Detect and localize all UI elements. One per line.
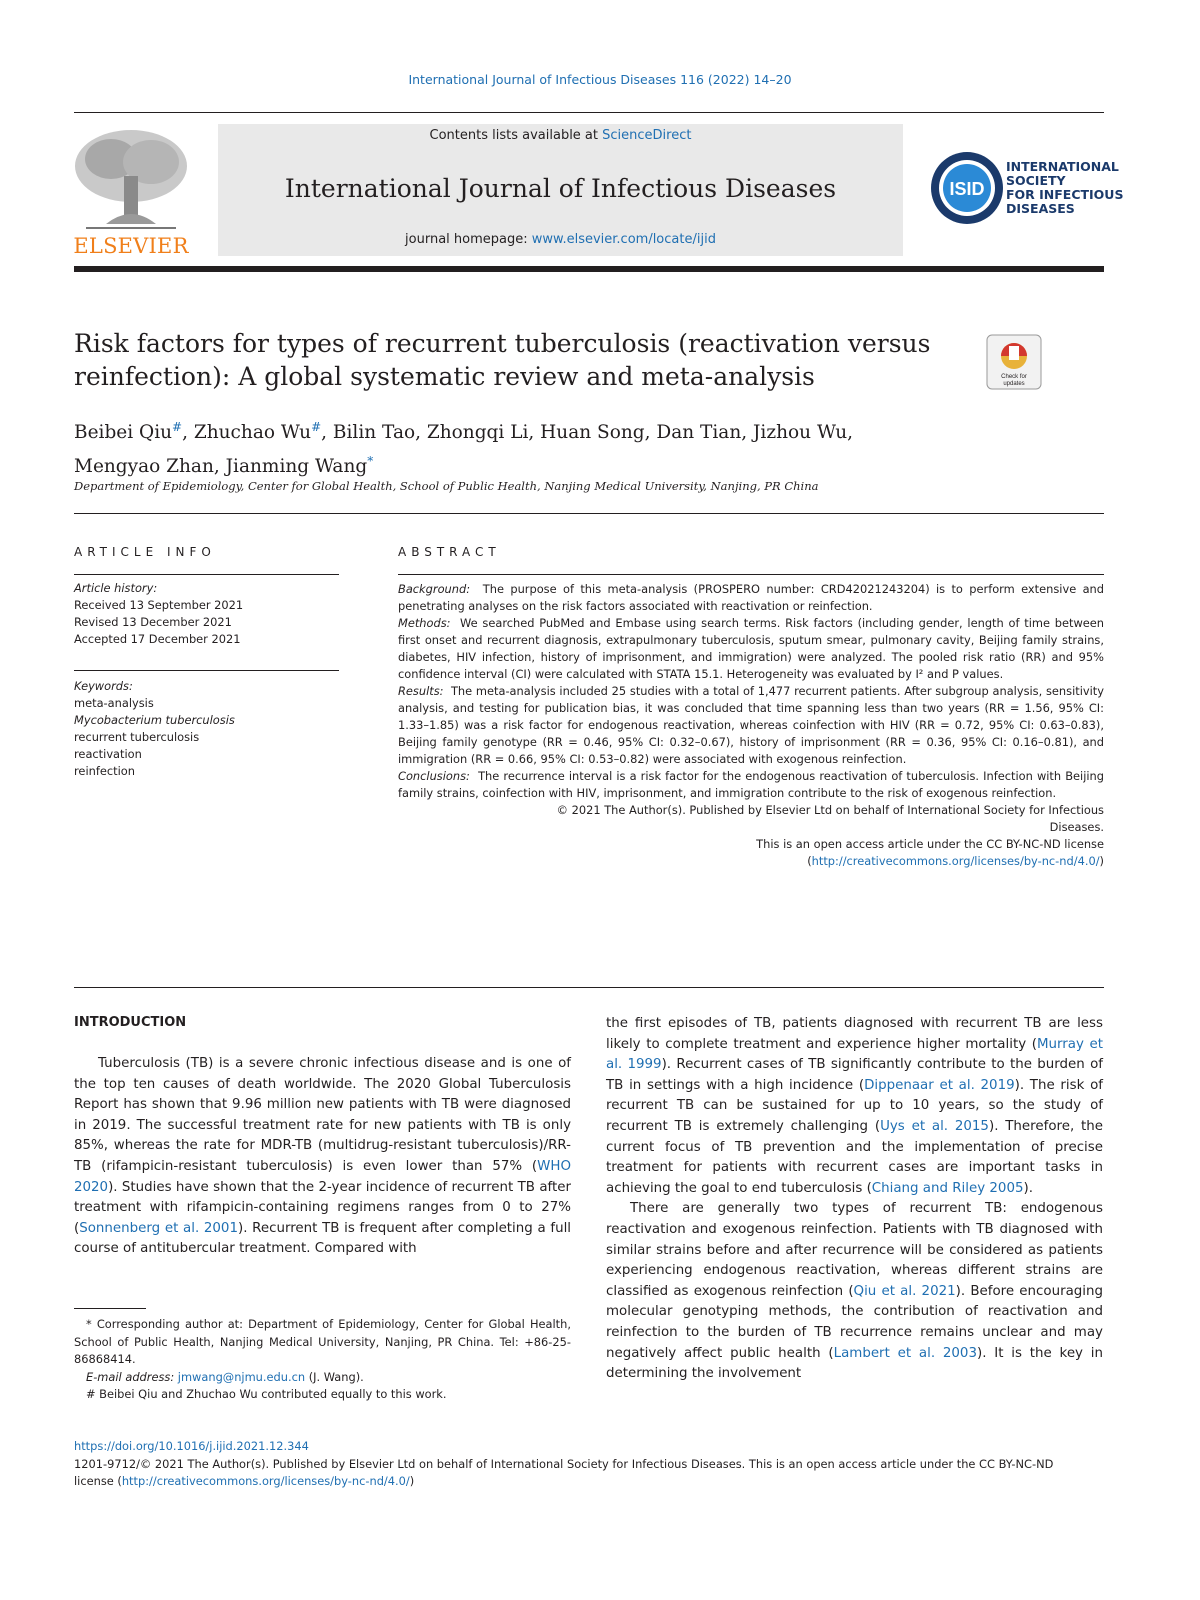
abstract-background bbox=[398, 581, 1104, 615]
footnotes bbox=[74, 1316, 571, 1404]
body-column-left bbox=[74, 1054, 571, 1260]
license-link-line: (http://creativecommons.org/licenses/by-nc-nd/4.0/) bbox=[807, 854, 1104, 868]
abstract-heading: ABSTRACT bbox=[398, 545, 501, 559]
citation-link[interactable]: Lambert et al. 2003 bbox=[833, 1345, 977, 1361]
introduction-heading: INTRODUCTION bbox=[74, 1015, 187, 1030]
author-list bbox=[74, 413, 974, 481]
keyword: recurrent tuberculosis bbox=[74, 730, 200, 744]
intro-paragraph-1 bbox=[74, 1054, 571, 1260]
check-for-updates-badge[interactable] bbox=[986, 334, 1042, 390]
methods-text: We searched PubMed and Embase using search terms. Risk factors (including gender, length of time between first onset and recurrent diagnosis, extrapulmonary tuberculosis, sputum smear, pulmonary cavity, Beijing family strains, diabetes, HIV infection, history of imprisonment, and immigration) were analyzed. The pooled risk ratio (RR) and 95% confidence interval (CI) were calculated with STATA 15.1. Heterogeneity was evaluated by I² and P values. bbox=[398, 616, 1104, 681]
author-name: Huan Song bbox=[540, 422, 645, 444]
citation-link[interactable]: Murray et al. 1999 bbox=[606, 1036, 1103, 1073]
footnote-text: Beibei Qiu and Zhuchao Wu contributed equally to this work. bbox=[99, 1387, 447, 1401]
citation-link[interactable]: Chiang and Riley 2005 bbox=[871, 1180, 1024, 1196]
citation-link[interactable]: Uys et al. 2015 bbox=[880, 1118, 989, 1134]
history-accepted: Accepted 17 December 2021 bbox=[74, 632, 241, 646]
banner-thick-rule bbox=[74, 266, 1104, 272]
author-name: Zhongqi Li bbox=[426, 422, 529, 444]
running-head[interactable]: International Journal of Infectious Diseases 116 (2022) 14–20 bbox=[408, 72, 792, 87]
isid-society-name bbox=[1006, 160, 1123, 216]
background-text: The purpose of this meta-analysis (PROSPERO number: CRD42021243204) is to perform extensive and penetrating analyses on the risk factors associated with reactivation or reinfection. bbox=[398, 582, 1105, 613]
homepage-prefix: journal homepage: bbox=[405, 232, 532, 247]
text-run: Tuberculosis (TB) is a severe chronic infectious disease and is one of the top ten causes of death worldwide. The 2020 Global Tuberculosis Report has shown that 9.96 million new patients with TB were diagnosed in 2019. The successful treatment rate for new patients with TB is only 85%, whereas the rate for MDR-TB (multidrug-resistant tuberculosis)/RR-TB (rifampicin-resistant tuberculosis) is even lower than 57% ( bbox=[74, 1056, 571, 1174]
footnote-text: Corresponding author at: Department of Epidemiology, Center for Global Health, School of Public Health, Nanjing Medical University, Nanjing, PR China. Tel: +86-25-86868414. bbox=[74, 1317, 571, 1366]
license-line: This is an open access article under the CC BY-NC-ND license bbox=[756, 837, 1104, 851]
history-label: Article history: bbox=[74, 581, 158, 595]
footer-license-link[interactable]: http://creativecommons.org/licenses/by-nc-nd/4.0/ bbox=[121, 1474, 410, 1488]
abstract-conclusions bbox=[398, 768, 1104, 802]
abstract-body bbox=[398, 581, 1104, 870]
text-run: ). Recurrent TB is frequent after completing a full course of antitubercular treatment. Compared with bbox=[74, 1220, 572, 1257]
journal-banner bbox=[218, 124, 903, 256]
intro-paragraph-2 bbox=[606, 1199, 1103, 1384]
doi-link[interactable]: https://doi.org/10.1016/j.ijid.2021.12.344 bbox=[74, 1439, 309, 1453]
copyright-line-2: Diseases. bbox=[1049, 820, 1104, 834]
author-name: Bilin Tao bbox=[332, 422, 416, 444]
conclusions-label: Conclusions: bbox=[398, 769, 470, 783]
title-rule bbox=[74, 513, 1104, 514]
contents-prefix: Contents lists available at bbox=[429, 128, 603, 143]
elsevier-wordmark: ELSEVIER bbox=[73, 234, 189, 258]
text-run: ). Before encouraging molecular genotyping methods, the contribution of reactivation and reinfection to the burden of TB recurrence remains unclear and may negatively affect public health ( bbox=[606, 1283, 1103, 1361]
abstract-methods bbox=[398, 615, 1104, 683]
citation-link[interactable]: Sonnenberg et al. 2001 bbox=[79, 1220, 238, 1236]
svg-text:updates: updates bbox=[1003, 381, 1025, 387]
history-revised: Revised 13 December 2021 bbox=[74, 615, 232, 629]
keyword: meta-analysis bbox=[74, 696, 154, 710]
conclusions-text: The recurrence interval is a risk factor for the endogenous reactivation of tuberculosis. Infection with Beijing family strains, coinfection with HIV, imprisonment, and immigration contribute to the risk of exogenous reinfection. bbox=[398, 769, 1104, 800]
author-mark[interactable]: * bbox=[367, 454, 374, 469]
sciencedirect-link[interactable]: ScienceDirect bbox=[602, 128, 692, 143]
author-name: Zhuchao Wu bbox=[193, 422, 312, 444]
citation-link[interactable]: WHO 2020 bbox=[74, 1158, 571, 1195]
article-history bbox=[74, 580, 344, 648]
author-line-2: Mengyao Zhan, Jianming Wang* bbox=[74, 454, 374, 478]
text-run: ). Recurrent cases of TB significantly contribute to the burden of TB in settings with a high incidence ( bbox=[606, 1057, 1103, 1093]
equal-contribution-footnote bbox=[74, 1386, 571, 1404]
abstract-rule bbox=[398, 574, 1104, 575]
methods-label: Methods: bbox=[398, 616, 451, 630]
footer-license-line bbox=[74, 1473, 1104, 1491]
homepage-link[interactable]: www.elsevier.com/locate/ijid bbox=[531, 232, 716, 247]
isid-line: SOCIETY bbox=[1006, 173, 1066, 188]
history-received: Received 13 September 2021 bbox=[74, 598, 244, 612]
email-label: E-mail address: bbox=[86, 1369, 175, 1384]
text-run: ). Studies have shown that the 2-year incidence of recurrent TB after treatment with rifampicin-containing regimens ranges from 0 to 27% ( bbox=[74, 1179, 571, 1236]
isid-line: FOR INFECTIOUS bbox=[1006, 187, 1124, 202]
text-run: ). It is the key in determining the involvement bbox=[606, 1345, 1103, 1382]
footnote-rule bbox=[74, 1308, 146, 1309]
article-title: Risk factors for types of recurrent tuberculosis (reactivation versus reinfection): A global systematic review and meta-analysis bbox=[74, 329, 931, 391]
svg-text:Check for: Check for bbox=[1001, 374, 1027, 380]
isid-abbrev-text: ISID bbox=[949, 179, 985, 199]
journal-title: International Journal of Infectious Diseases bbox=[284, 174, 837, 203]
info-rule bbox=[74, 574, 339, 575]
contents-line bbox=[218, 128, 903, 143]
results-label: Results: bbox=[398, 684, 444, 698]
citation-link[interactable]: Qiu et al. 2021 bbox=[853, 1283, 956, 1299]
author-name: Beibei Qiu bbox=[74, 422, 173, 444]
license-link[interactable]: http://creativecommons.org/licenses/by-nc-nd/4.0/ bbox=[811, 854, 1100, 868]
author-name: Jizhou Wu bbox=[753, 422, 848, 444]
text-run: ). bbox=[1023, 1180, 1033, 1196]
text-run: There are generally two types of recurrent TB: endogenous reactivation and exogenous reinfection. Patients with TB diagnosed with similar strains before and after recurrence will be considered as patients experiencing endogenous reactivation, whereas different strains are classified as exogenous reinfection ( bbox=[606, 1201, 1103, 1299]
text-run: the first episodes of TB, patients diagnosed with recurrent TB are less likely to complete treatment and experience higher mortality ( bbox=[606, 1016, 1103, 1052]
footnote-mark: * bbox=[86, 1317, 92, 1331]
abstract-bottom-rule bbox=[74, 987, 1104, 988]
author-line-1: Beibei Qiu#, Zhuchao Wu#, Bilin Tao, Zhongqi Li, Huan Song, Dan Tian, Jizhou Wu, bbox=[74, 420, 854, 444]
homepage-line bbox=[218, 232, 903, 247]
article-info-heading: ARTICLE INFO bbox=[74, 545, 216, 559]
keywords bbox=[74, 678, 344, 780]
author-name: Mengyao Zhan bbox=[74, 456, 214, 478]
issn-line: 1201-9712/© 2021 The Author(s). Published by Elsevier Ltd on behalf of International Society for Infectious Diseases. This is an open access article under the CC BY-NC-ND bbox=[74, 1456, 1054, 1471]
isid-line: DISEASES bbox=[1006, 201, 1075, 216]
email-suffix: (J. Wang). bbox=[308, 1369, 364, 1384]
body-column-right bbox=[606, 1014, 1103, 1385]
abstract-results bbox=[398, 683, 1104, 768]
citation-link[interactable]: Dippenaar et al. 2019 bbox=[864, 1077, 1015, 1093]
author-name: Jianming Wang bbox=[225, 456, 368, 478]
keyword: reactivation bbox=[74, 747, 142, 761]
affiliation: Department of Epidemiology, Center for Global Health, School of Public Health, Nanjing Medical University, Nanjing, PR China bbox=[74, 479, 819, 493]
results-text: The meta-analysis included 25 studies with a total of 1,477 recurrent patients. After subgroup analysis, sensitivity analysis, and testing for publication bias, it was concluded that time spanning less than two years (RR = 1.56, 95% CI: 1.33–1.85) was a risk factor for endogenous reactivation, whereas coinfection with HIV (RR = 0.72, 95% CI: 0.63–0.83), Beijing family genotype (RR = 0.46, 95% CI: 0.32–0.67), history of imprisonment (RR = 0.36, 95% CI: 0.16–0.81), and immigration (RR = 0.66, 95% CI: 0.53–0.82) were associated with exogenous reinfection. bbox=[398, 684, 1104, 766]
text-run: ). The risk of recurrent TB can be sustained for up to 10 years, so the study of recurrent TB is extremely challenging ( bbox=[606, 1077, 1103, 1134]
email-link[interactable]: jmwang@njmu.edu.cn bbox=[177, 1369, 306, 1384]
page-footer bbox=[74, 1438, 1104, 1491]
license-suffix: ) bbox=[409, 1474, 415, 1488]
intro-paragraph-1-continued bbox=[606, 1014, 1103, 1199]
author-name: Dan Tian bbox=[656, 422, 742, 444]
email-footnote bbox=[74, 1369, 571, 1387]
corresponding-author-footnote bbox=[74, 1316, 571, 1369]
text-run: ). Therefore, the current focus of TB prevention and the implementation of precise treatment for patients with recurrent cases are important tasks in achieving the goal to end tuberculosis ( bbox=[606, 1118, 1104, 1196]
keywords-rule bbox=[74, 670, 339, 671]
author-mark[interactable]: # bbox=[311, 420, 322, 434]
author-mark[interactable]: # bbox=[172, 420, 183, 434]
keyword: Mycobacterium tuberculosis bbox=[74, 713, 235, 727]
footnote-mark: # bbox=[86, 1387, 96, 1401]
keywords-label: Keywords: bbox=[74, 679, 133, 693]
keyword: reinfection bbox=[74, 764, 135, 778]
isid-line: INTERNATIONAL bbox=[1006, 159, 1119, 174]
top-rule bbox=[74, 112, 1104, 113]
background-label: Background: bbox=[398, 582, 471, 596]
copyright-line-1: © 2021 The Author(s). Published by Elsevier Ltd on behalf of International Society for Infectious bbox=[556, 803, 1104, 817]
license-prefix: license ( bbox=[74, 1474, 122, 1488]
